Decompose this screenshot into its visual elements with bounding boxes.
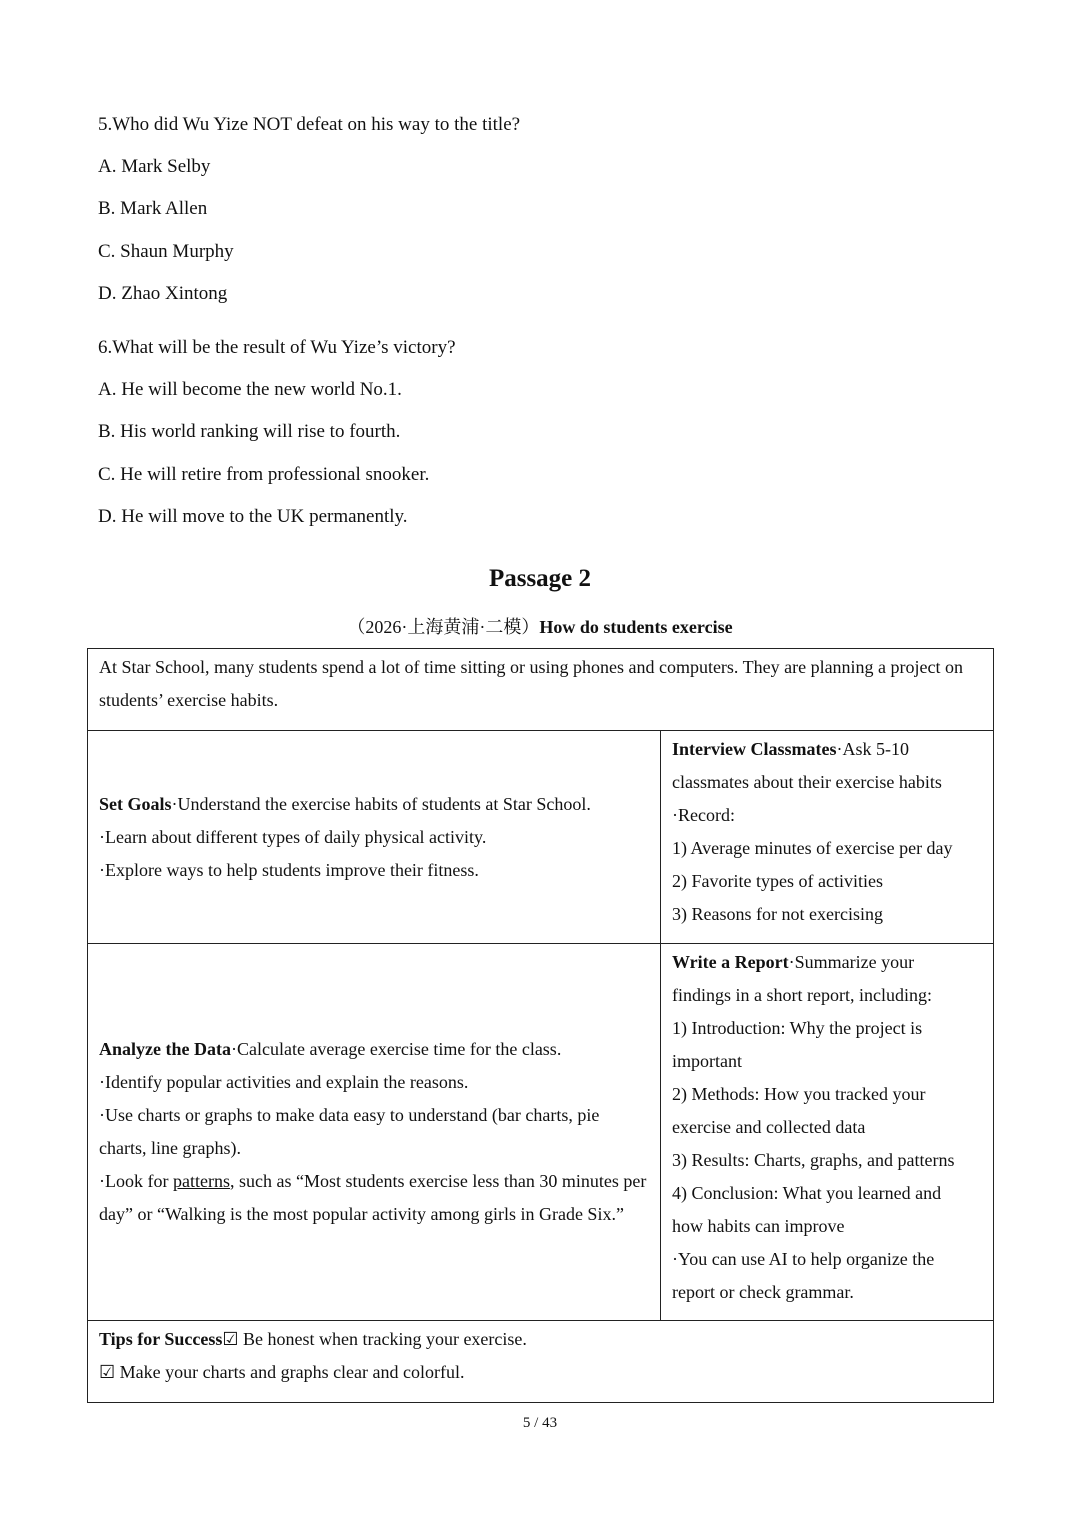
report-heading: Write a Report: [672, 952, 789, 972]
interview-line: classmates about their exercise habits: [672, 772, 942, 792]
intro-cell: [88, 649, 994, 731]
analyze-line-3: ·Use charts or graphs to make data easy to understand (bar charts, pie charts, line graphs).: [99, 1105, 600, 1158]
interview-heading: Interview Classmates: [672, 739, 837, 759]
set-goals-cell: [88, 731, 661, 944]
tips-row: [88, 1321, 994, 1403]
report-line: report or check grammar.: [672, 1282, 854, 1302]
tips-cell: [88, 1321, 994, 1403]
analyze-look-line: [99, 1165, 650, 1231]
question-6-option-b: B. His world ranking will rise to fourth.: [98, 421, 401, 442]
passage-source: （2026·上海黄浦·二模）: [347, 617, 540, 637]
report-line: ·You can use AI to help organize the: [672, 1249, 935, 1269]
set-goals-item: ·Explore ways to help students improve their fitness.: [99, 859, 479, 880]
analyze-first: ·Calculate average exercise time for the class.: [230, 1039, 562, 1059]
report-first-line: [672, 946, 983, 979]
tips-line-2: ☑ Make your charts and graphs clear and colorful.: [99, 1362, 465, 1382]
patterns-underlined-word: patterns: [172, 1171, 230, 1191]
page-number: 5 / 43: [522, 1415, 558, 1431]
passage-title: Passage 2: [488, 565, 592, 592]
analyze-look-post: , such as “Most students exercise less than 30 minutes per day” or “Walking is the most popular activity among girls in Grade Six.”: [99, 1171, 647, 1224]
tips-line-1: ☑ Be honest when tracking your exercise.: [222, 1329, 527, 1349]
question-5-option-a: A. Mark Selby: [98, 156, 211, 177]
report-cell: [661, 944, 994, 1321]
question-6-option-d: D. He will move to the UK permanently.: [98, 506, 408, 527]
question-6-option-c: C. He will retire from professional snooker.: [98, 464, 430, 485]
interview-line: ·Record:: [672, 805, 735, 825]
project-table: [87, 648, 994, 1403]
set-goals-heading: Set Goals: [99, 793, 172, 814]
passage-subtitle-line: [0, 615, 1080, 639]
intro-row: [88, 649, 994, 731]
analyze-look-pre: ·Look for: [99, 1171, 173, 1191]
analyze-line-2: ·Identify popular activities and explain the reasons.: [99, 1072, 469, 1092]
tips-heading: Tips for Success: [99, 1329, 223, 1349]
report-line: exercise and collected data: [672, 1117, 866, 1137]
question-5-option-b: B. Mark Allen: [98, 198, 208, 219]
analyze-cell: [88, 944, 661, 1321]
passage-subtitle: How do students exercise: [539, 617, 733, 637]
analyze-heading: Analyze the Data: [99, 1039, 231, 1059]
interview-line: 2) Favorite types of activities: [672, 871, 883, 891]
report-line: findings in a short report, including:: [672, 985, 932, 1005]
report-line: ·Summarize your: [788, 952, 915, 972]
goals-row: [88, 731, 994, 944]
report-line: 3) Results: Charts, graphs, and patterns: [672, 1150, 955, 1170]
interview-line: 3) Reasons for not exercising: [672, 904, 883, 924]
set-goals-first: ·Understand the exercise habits of students at Star School.: [171, 793, 591, 814]
question-5-option-c: C. Shaun Murphy: [98, 241, 234, 262]
interview-line: 1) Average minutes of exercise per day: [672, 838, 953, 858]
intro-text: At Star School, many students spend a lot of time sitting or using phones and computers. They are planning a project on students’ exercise habits.: [99, 657, 964, 710]
set-goals-first-line: [99, 788, 650, 821]
analysis-row: [88, 944, 994, 1321]
report-line: 1) Introduction: Why the project is: [672, 1018, 923, 1038]
report-line: how habits can improve: [672, 1216, 845, 1236]
question-5-stem: 5.Who did Wu Yize NOT defeat on his way to the title?: [98, 114, 521, 135]
interview-line: ·Ask 5-10: [836, 739, 909, 759]
report-line: 4) Conclusion: What you learned and: [672, 1183, 942, 1203]
question-6-stem: 6.What will be the result of Wu Yize’s victory?: [98, 337, 456, 358]
report-line: important: [672, 1051, 742, 1071]
question-5-option-d: D. Zhao Xintong: [98, 283, 228, 304]
tips-first-line: [99, 1323, 983, 1356]
interview-cell: [661, 731, 994, 944]
interview-first-line: [672, 733, 983, 766]
analyze-first-line: [99, 1033, 650, 1066]
question-6-option-a: A. He will become the new world No.1.: [98, 379, 402, 400]
set-goals-item: ·Learn about different types of daily physical activity.: [99, 826, 487, 847]
report-line: 2) Methods: How you tracked your: [672, 1084, 926, 1104]
